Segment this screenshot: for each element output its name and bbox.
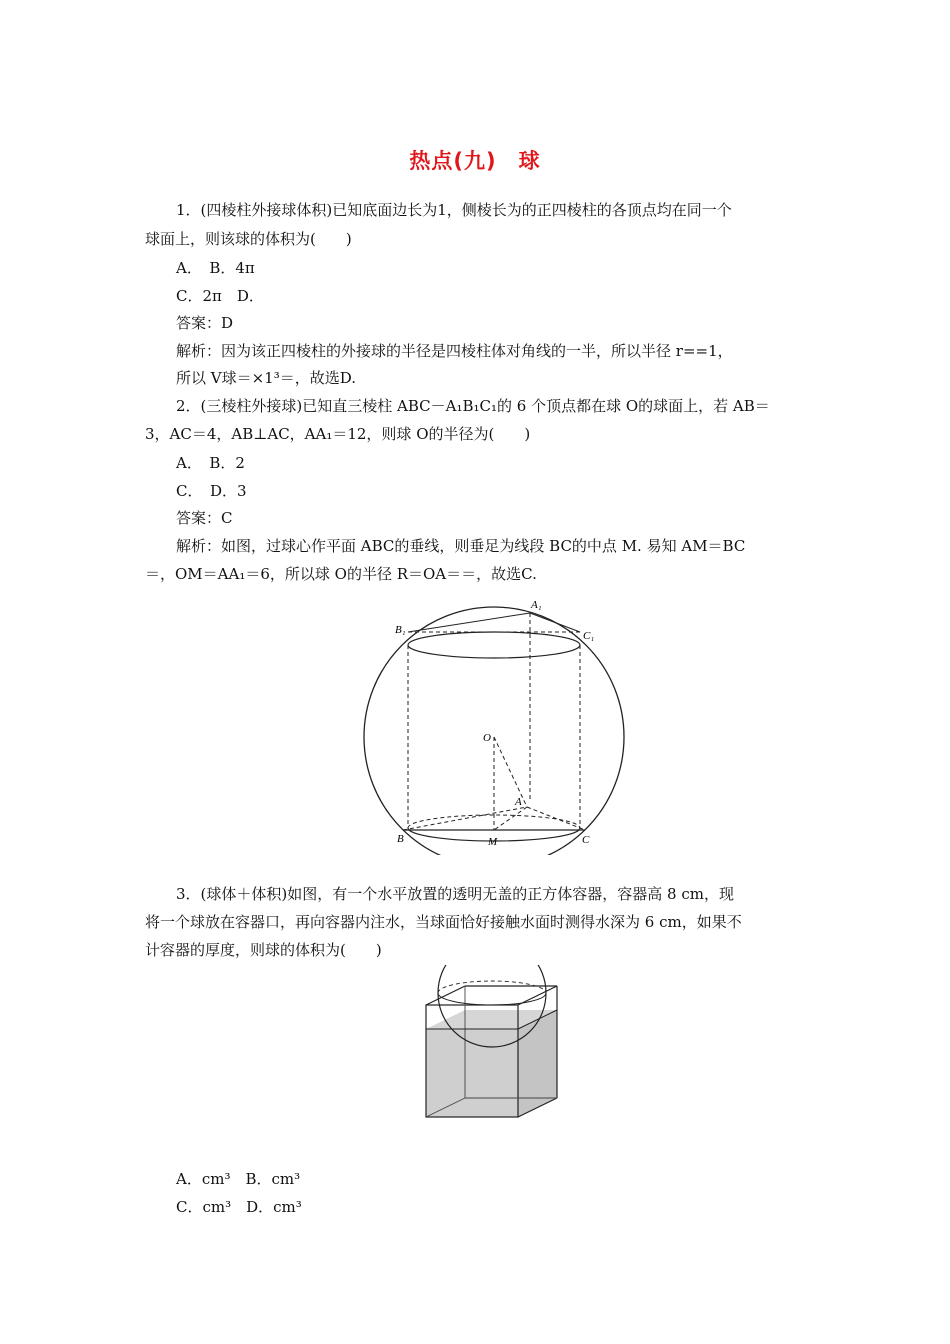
q2-stem-line1: 2．(三棱柱外接球)已知直三棱柱 ABC－A₁B₁C₁的 6 个顶点都在球 O的球面上，若 AB＝ (176, 397, 770, 415)
label-A1: A₁ (531, 599, 542, 611)
q1-analysis-line1: 解析：因为该正四棱柱的外接球的半径是四棱柱体对角线的一半，所以半径 r==1， (176, 342, 733, 360)
label-C: C (582, 834, 590, 846)
q3-stem-line2: 将一个球放在容器口，再向容器内注水，当球面恰好接触水面时测得水深为 6 cm，如果不 (145, 913, 742, 931)
q1-stem-line2: 球面上，则该球的体积为( ) (145, 230, 352, 248)
q2-analysis-line2: ＝，OM＝AA₁＝6，所以球 O的半径 R＝OA＝＝，故选C. (145, 565, 537, 583)
q1-options-cd: C．2π D． (176, 287, 264, 305)
q2-analysis-line1: 解析：如图，过球心作平面 ABC的垂线，则垂足为线段 BC的中点 M. 易知 AM＝BC (176, 537, 746, 555)
q1-analysis-line2: 所以 V球＝×1³＝，故选D. (176, 369, 356, 387)
q2-sphere-prism-figure (355, 595, 635, 855)
q2-options-cd: C． D．3 (176, 482, 247, 500)
top-ellipse (408, 632, 580, 658)
label-M: M (488, 836, 498, 848)
q2-stem-line2: 3，AC＝4，AB⊥AC，AA₁＝12，则球 O的半径为( ) (145, 425, 531, 443)
q3-stem-line3: 计容器的厚度，则球的体积为( ) (145, 941, 382, 959)
label-B: B (397, 833, 404, 845)
q1-options-ab: A． B．4π (176, 259, 255, 277)
page-title: 热点(九) 球 (409, 149, 541, 173)
q3-sphere-cube-figure (420, 965, 565, 1155)
label-O: O (483, 732, 491, 744)
q2-options-ab: A． B．2 (176, 454, 245, 472)
q1-stem-line1: 1．(四棱柱外接球体积)已知底面边长为1，侧棱长为的正四棱柱的各顶点均在同一个 (176, 201, 732, 219)
q1-answer: 答案：D (176, 314, 234, 332)
label-B1: B₁ (395, 624, 406, 636)
label-A: A (515, 796, 522, 808)
q3-stem-line1: 3．(球体＋体积)如图，有一个水平放置的透明无盖的正方体容器，容器高 8 cm，现 (176, 885, 734, 903)
label-C1: C₁ (583, 630, 595, 642)
q3-options-cd: C．cm³ D．cm³ (176, 1198, 302, 1216)
q2-answer: 答案：C (176, 509, 233, 527)
water-front (426, 1029, 518, 1117)
q3-options-ab: A．cm³ B．cm³ (176, 1170, 301, 1188)
